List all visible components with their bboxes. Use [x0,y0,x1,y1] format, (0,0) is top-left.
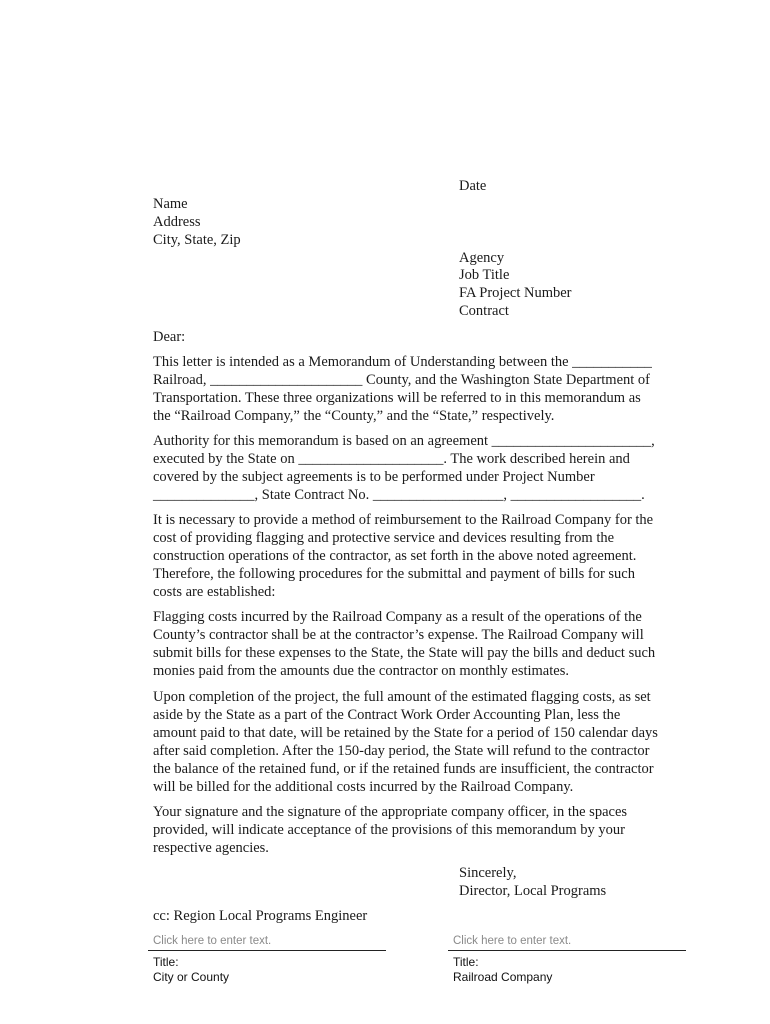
paragraph-line: after said completion. After the 150-day period, the State will refund to the contractor [153,743,650,759]
paragraph-line: provided, will indicate acceptance of the provisions of this memorandum by your [153,822,625,838]
paragraph-line: Upon completion of the project, the full amount of the estimated flagging costs, as set [153,689,651,705]
recipient-address: Address [153,214,201,230]
signature-org-label: Railroad Company [453,970,553,984]
ref-contract: Contract [459,303,509,319]
paragraph-line: respective agencies. [153,840,269,856]
paragraph-line: the balance of the retained fund, or if the retained funds are insufficient, the contractor [153,761,654,777]
paragraph-flagging-costs [153,608,678,680]
paragraph-line: the “Railroad Company,” the “County,” and the “State,” respectively. [153,408,555,424]
paragraph-line: amount paid to that date, will be retained by the State for a period of 150 calendar days [153,725,658,741]
signature-org-label: City or County [153,970,230,984]
paragraph-line: Your signature and the signature of the appropriate company officer, in the spaces [153,804,628,820]
signature-title-label: Title: [453,955,479,969]
paragraph-line: Therefore, the following procedures for the submittal and payment of bills for such [153,566,635,582]
paragraph-line: covered by the subject agreements is to be performed under Project Number [153,469,595,485]
paragraph-line: Railroad, _____________________ County, and the Washington State Department of [153,372,651,388]
paragraph-line: This letter is intended as a Memorandum of Understanding between the ___________ [153,354,652,370]
paragraph-line: Authority for this memorandum is based on an agreement ______________________, [153,433,655,449]
paragraph-completion [153,688,678,796]
paragraph-reimbursement [153,511,678,601]
salutation: Dear: [153,329,186,345]
paragraph-line: ______________, State Contract No. __________________, __________________. [153,487,645,503]
paragraph-line: Flagging costs incurred by the Railroad Company as a result of the operations of the [153,609,642,625]
recipient-name: Name [153,196,188,212]
signature-block-city-county [148,933,386,985]
paragraph-line: submit bills for these expenses to the State, the State will pay the bills and deduct such [153,645,656,661]
paragraph-line: Transportation. These three organizations will be referred to in this memorandum as [153,390,641,406]
paragraph-line: executed by the State on ____________________. The work described herein and [153,451,630,467]
paragraph-authority [153,432,678,504]
ref-job-title: Job Title [459,267,510,283]
signature-input-railroad[interactable]: Click here to enter text. [448,933,686,951]
signature-title-label: Title: [153,955,179,969]
cc-line: cc: Region Local Programs Engineer [153,908,368,924]
paragraph-line: County’s contractor shall be at the contractor’s expense. The Railroad Company will [153,627,644,643]
signature-block-railroad [448,933,686,985]
ref-fa-project-number: FA Project Number [459,285,572,301]
paragraph-line: construction operations of the contractor, as set forth in the above noted agreement. [153,548,637,564]
recipient-city-state-zip: City, State, Zip [153,232,241,248]
paragraph-line: monies paid from the amounts due the contractor on monthly estimates. [153,663,569,679]
paragraph-purpose [153,353,678,425]
paragraph-line: aside by the State as a part of the Contract Work Order Accounting Plan, less the [153,707,621,723]
paragraph-line: It is necessary to provide a method of reimbursement to the Railroad Company for the [153,512,654,528]
date-line: Date [459,178,487,194]
signature-input-city-county[interactable]: Click here to enter text. [148,933,386,951]
ref-agency: Agency [459,250,505,266]
paragraph-line: will be billed for the additional costs incurred by the Railroad Company. [153,779,574,795]
paragraph-line: cost of providing flagging and protective service and devices resulting from the [153,530,615,546]
closing-sincerely: Sincerely, [459,865,517,881]
paragraph-signature-acceptance [153,803,678,857]
paragraph-line: costs are established: [153,584,276,600]
closing-signer: Director, Local Programs [459,883,607,899]
